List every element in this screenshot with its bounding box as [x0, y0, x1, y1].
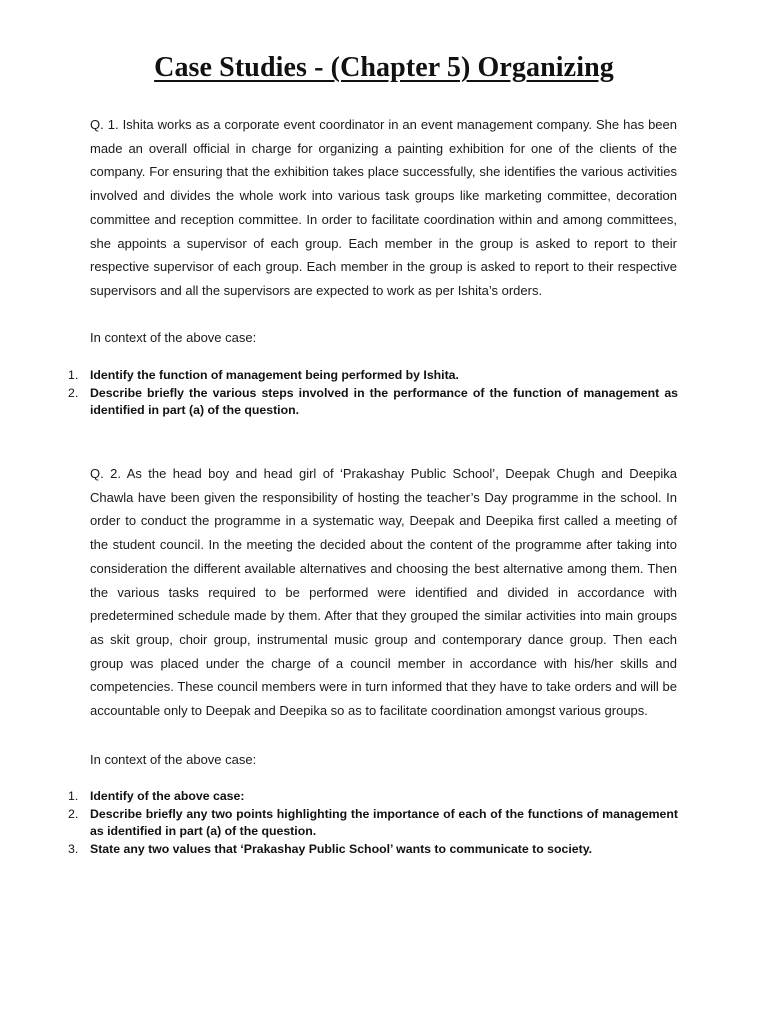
q1-item-2 — [68, 385, 678, 420]
q2-item-2 — [68, 806, 678, 841]
q1-item-2-text: Describe briefly the various steps involved in the performance of the function of management as identified in part (a) of the question. — [90, 385, 678, 417]
q1-item-1-number: 1. — [68, 368, 79, 382]
q1-context: In context of the above case: — [90, 330, 257, 345]
q2-item-1-text: Identify of the above case: — [90, 789, 245, 803]
q2-item-3-number: 3. — [68, 841, 79, 856]
q2-context: In context of the above case: — [90, 752, 257, 767]
page-title: Case Studies - (Chapter 5) Organizing — [154, 52, 614, 83]
q2-item-2-number: 2. — [68, 806, 79, 821]
q2-question-list — [68, 788, 678, 858]
q2-item-3-text: State any two values that ‘Prakashay Public School’ wants to communicate to society. — [90, 841, 593, 856]
q1-item-2-number: 2. — [68, 385, 79, 400]
q2-item-1-number: 1. — [68, 789, 79, 803]
q2-paragraph: Q. 2. As the head boy and head girl of ‘Prakashay Public School’, Deepak Chugh and Deepika Chawla have been given the responsibility of hosting the teacher’s Day programme in the school. In order to conduct the programme in a systematic way, Deepak and Deepika first called a meeting of the student council. In the meeting the decided about the content of the programme after taking into consideration the different available alternatives and choosing the best alternative among them. Then the various tasks required to be performed were identified and divided in accordance with predetermined schedule made by them. After that they grouped the similar activities into main groups as skit group, choir group, instrumental music group and contemporary dance group. Then each group was placed under the charge of a council member in accordance with his/her skills and competencies. These council members were in turn informed that they have to take orders and will be accountable only to Deepak and Deepika so as to facilitate coordination amongst various groups. — [90, 466, 677, 719]
q2-item-3 — [68, 841, 678, 859]
q1-item-1 — [68, 367, 678, 385]
q2-item-2-text: Describe briefly any two points highlighting the importance of each of the functions of management as identified in part (a) of the question. — [90, 806, 678, 838]
q1-question-list — [68, 367, 678, 420]
q1-paragraph: Q. 1. Ishita works as a corporate event coordinator in an event management company. She has been made an overall official in charge for organizing a painting exhibition for one of the clients of the company. For ensuring that the exhibition takes place successfully, she identifies the various activities involved and divides the whole work into various task groups like marketing committee, decoration committee and reception committee. In order to facilitate coordination within and among committees, she appoints a supervisor of each group. Each member in the group is asked to report to their respective supervisor of each group. Each member in the group is asked to report to their respective supervisors and all the supervisors are expected to work as per Ishita’s orders. — [90, 117, 677, 298]
q1-item-1-text: Identify the function of management being performed by Ishita. — [90, 368, 459, 382]
q2-item-1 — [68, 788, 678, 806]
